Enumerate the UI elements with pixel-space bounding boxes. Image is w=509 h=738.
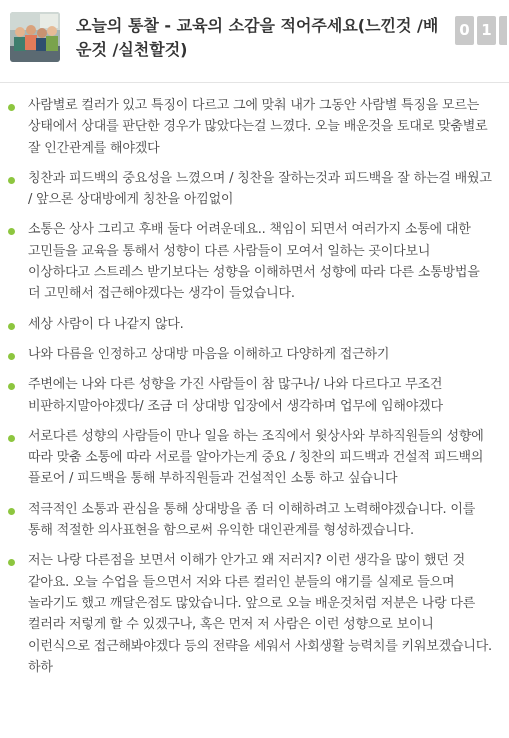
bullet-icon [8, 177, 15, 184]
group-photo-icon [10, 12, 60, 62]
comment-text: 소통은 상사 그리고 후배 둘다 어려운데요.. 책임이 되면서 여러가지 소통에 대한 고민들을 교육을 통해서 성향이 다른 사람들이 모여서 일하는 곳이다보니 이상하다고 스트레스 받기보다는 성향을 이해하면서 성향에 따라 다른 소통방법을 더 고민해서 접근해야겠다는 생각이 들었습니다. [28, 222, 480, 302]
bullet-icon [8, 228, 15, 235]
list-item [0, 95, 509, 159]
list-item [0, 550, 509, 678]
header [0, 0, 509, 83]
bullet-icon [8, 104, 15, 111]
comment-text: 칭찬과 피드백의 중요성을 느꼈으며 / 칭찬을 잘하는것과 피드백을 잘 하는걸 배웠고 / 앞으론 상대방에게 칭찬을 아낌없이 [28, 170, 492, 208]
comment-text: 세상 사람이 다 나같지 않다. [28, 316, 184, 332]
counter-digit-partial [499, 16, 507, 45]
list-item [0, 499, 509, 542]
counter-digit: 0 [455, 16, 474, 45]
comment-text: 주변에는 나와 다른 성향을 가진 사람들이 참 많구나/ 나와 다르다고 무조건 비판하지말아야겠다/ 조금 더 상대방 입장에서 생각하며 업무에 임해야겠다 [28, 377, 443, 414]
page-title: 오늘의 통찰 - 교육의 소감을 적어주세요(느낀것 /배운것 /실천할것) [76, 16, 439, 59]
comment-text: 나와 다름을 인정하고 상대방 마음을 이해하고 다양하게 접근하기 [28, 346, 390, 362]
bullet-icon [8, 383, 15, 390]
counter-digit: 1 [477, 16, 496, 45]
comment-text: 서로다른 성향의 사람들이 만나 일을 하는 조직에서 윗상사와 부하직원들의 성향에 따라 맞춤 소통에 따라 서로를 알아가는게 중요 / 칭찬의 피드백과 건설적 피드백의 플로어 / 피드백을 통해 부하직원들과 건설적인 소통 하고 싶습니다 [28, 428, 484, 487]
comment-text: 적극적인 소통과 관심을 통해 상대방을 좀 더 이해하려고 노력해야겠습니다. 이를 통해 적절한 의사표현을 함으로써 유익한 대인관계를 형성하겠습니다. [28, 501, 476, 539]
participant-counter [455, 16, 507, 45]
bullet-icon [8, 508, 15, 515]
list-item [0, 168, 509, 211]
list-item [0, 344, 509, 365]
bullet-icon [8, 435, 15, 442]
list-item [0, 219, 509, 304]
bullet-icon [8, 559, 15, 566]
comment-list [0, 95, 509, 687]
list-item [0, 374, 509, 417]
list-item [0, 314, 509, 335]
comment-text: 사람별로 컬러가 있고 특징이 다르고 그에 맞춰 내가 그동안 사람별 특징을 모르는 상태에서 상대를 판단한 경우가 많았다는걸 느꼈다. 오늘 배운것을 토대로 맞춤별로 잘 인간관계를 해야겠다 [28, 98, 488, 156]
list-item [0, 426, 509, 490]
comment-text: 저는 나랑 다른점을 보면서 이해가 안가고 왜 저러지? 이런 생각을 많이 했던 것 같아요. 오늘 수업을 들으면서 저와 다른 컬러인 분들의 얘기를 실제로 들으며 놀라기도 했고 깨달은점도 많았습니다. 앞으로 오늘 배운것처럼 저분은 나랑 다른 컬러라 저렇게 할 수 있겠구나, 혹은 먼저 저 사람은 이런 성향으로 보이니 이런식으로 접근해봐야겠다 등의 전략을 세워서 사회생활 능력치를 키워보겠습니다. 하하 [28, 553, 492, 675]
bullet-icon [8, 353, 15, 360]
bullet-icon [8, 323, 15, 330]
